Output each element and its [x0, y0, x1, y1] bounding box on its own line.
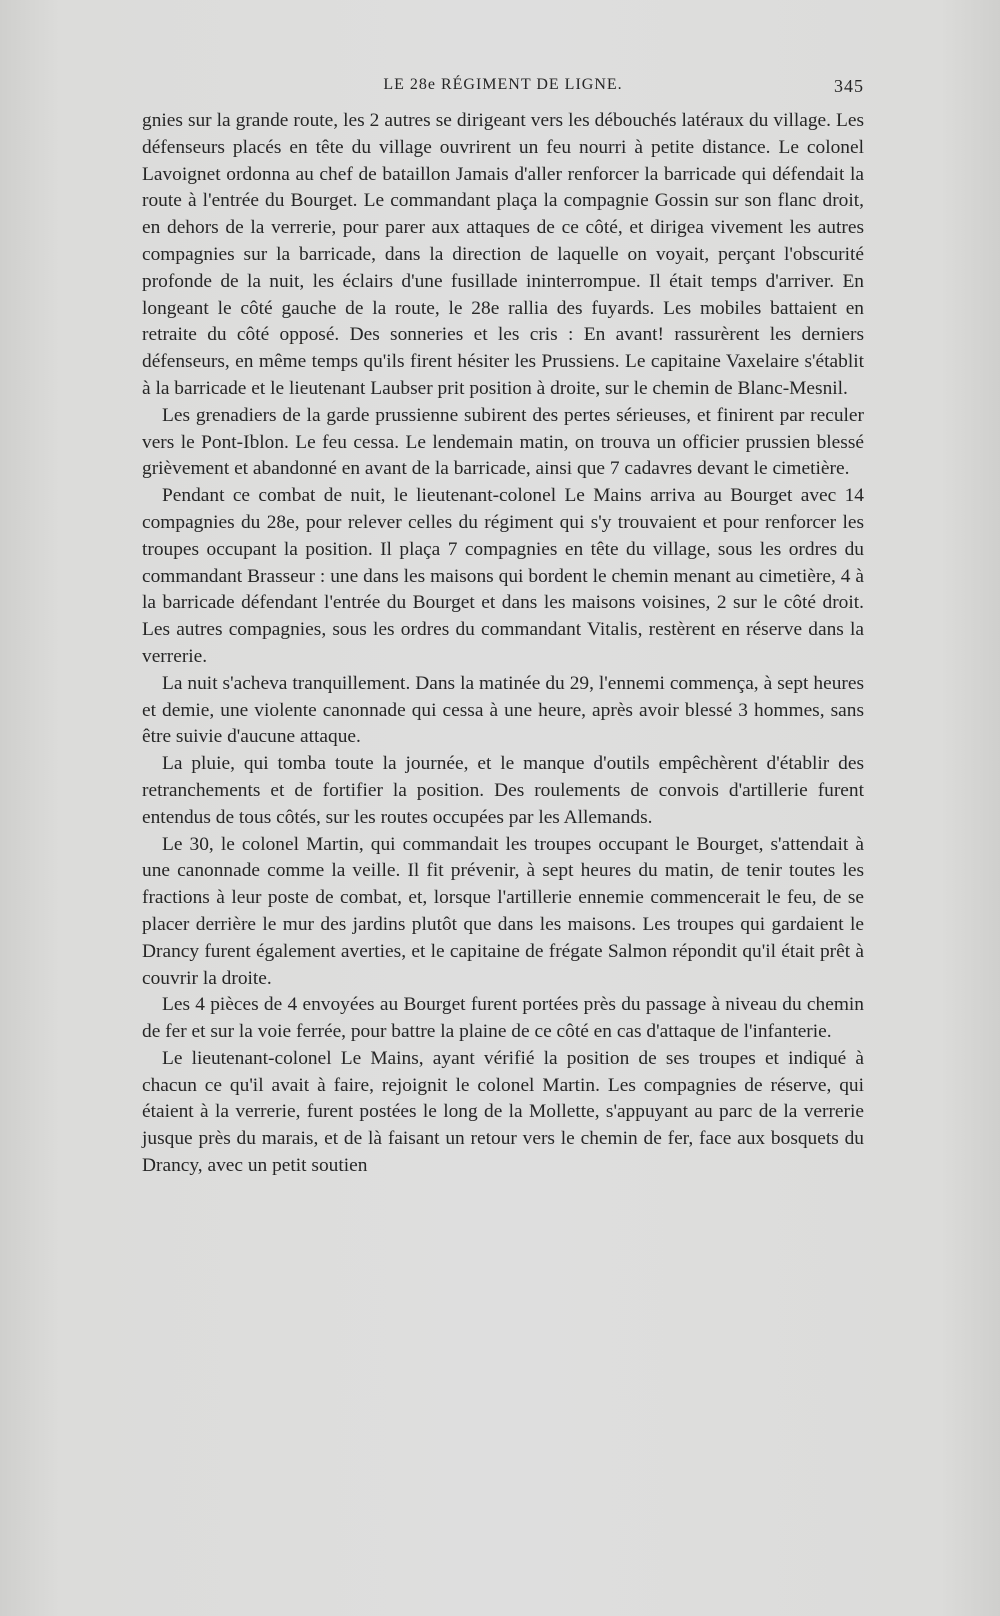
- paragraph: La pluie, qui tomba toute la journée, et le manque d'outils empêchèrent d'établir des retranchements et de fortifier la position. Des roulements de convois d'artillerie furent entendus de tous côtés, sur les routes occupées par les Allemands.: [142, 753, 864, 828]
- paragraph: gnies sur la grande route, les 2 autres se dirigeant vers les débouchés latéraux du village. Les défenseurs placés en tête du village ouvrirent un feu nourri à petite distance. Le colonel Lavoignet ordonna au chef de bataillon Jamais d'aller renforcer la barricade qui défendait la route à l'entrée du Bourget. Le commandant plaça la compagnie Gossin sur son flanc droit, en dehors de la verrerie, pour parer aux attaques de ce côté, et dirigea vivement les autres compagnies sur la barricade, dans la direction de laquelle on voyait, perçant l'obscurité profonde de la nuit, les éclairs d'une fusillade ininterrompue. Il était temps d'arriver. En longeant le côté gauche de la route, le 28e rallia des fuyards. Les mobiles battaient en retraite du côté opposé. Des sonneries et les cris : En avant! rassurèrent les derniers défenseurs, en même temps qu'ils firent hésiter les Prussiens. Le capitaine Vaxelaire s'établit à la barricade et le lieutenant Laubser prit position à droite, sur le chemin de Blanc-Mesnil.: [142, 110, 864, 399]
- paragraph: Le lieutenant-colonel Le Mains, ayant vérifié la position de ses troupes et indiqué à chacun ce qu'il avait à faire, rejoignit le colonel Martin. Les compagnies de réserve, qui étaient à la verrerie, furent postées le long de la Mollette, s'appuyant au parc de la verrerie jusque près du marais, et de là faisant un retour vers le chemin de fer, face aux bosquets du Drancy, avec un petit soutien: [142, 1047, 864, 1177]
- body-text: [142, 108, 864, 1180]
- paragraph: Les grenadiers de la garde prussienne subirent des pertes sérieuses, et finirent par reculer vers le Pont-Iblon. Le feu cessa. Le lendemain matin, on trouva un officier prussien blessé grièvement et abandonné en avant de la barricade, ainsi que 7 cadavres devant le cimetière.: [142, 404, 864, 480]
- running-title: LE 28e RÉGIMENT DE LIGNE.: [383, 76, 623, 93]
- page-number: 345: [834, 76, 864, 96]
- paragraph: La nuit s'acheva tranquillement. Dans la matinée du 29, l'ennemi commença, à sept heures et demie, une violente canonnade qui cessa à une heure, après avoir blessé 3 hommes, sans être suivie d'aucune attaque.: [142, 672, 864, 748]
- paragraph: Pendant ce combat de nuit, le lieutenant-colonel Le Mains arriva au Bourget avec 14 compagnies du 28e, pour relever celles du régiment qui s'y trouvaient et pour renforcer les troupes occupant la position. Il plaça 7 compagnies en tête du village, sous les ordres du commandant Brasseur : une dans les maisons qui bordent le chemin menant au cimetière, 4 à la barricade défendant l'entrée du Bourget et dans les maisons voisines, 2 sur le côté droit. Les autres compagnies, sous les ordres du commandant Vitalis, restèrent en réserve dans la verrerie.: [142, 485, 864, 667]
- page-header: [142, 76, 864, 102]
- paragraph: Les 4 pièces de 4 envoyées au Bourget furent portées près du passage à niveau du chemin de fer et sur la voie ferrée, pour battre la plaine de ce côté en cas d'attaque de l'infanterie.: [142, 994, 864, 1043]
- paragraph: Le 30, le colonel Martin, qui commandait les troupes occupant le Bourget, s'attendait à une canonnade comme la veille. Il fit prévenir, à sept heures du matin, de tenir toutes les fractions à leur poste de combat, et, lorsque l'artillerie ennemie commencerait le feu, de se placer derrière le mur des jardins plutôt que dans les maisons. Les troupes qui gardaient le Drancy furent également averties, et le capitaine de frégate Salmon répondit qu'il était prêt à couvrir la droite.: [142, 833, 864, 989]
